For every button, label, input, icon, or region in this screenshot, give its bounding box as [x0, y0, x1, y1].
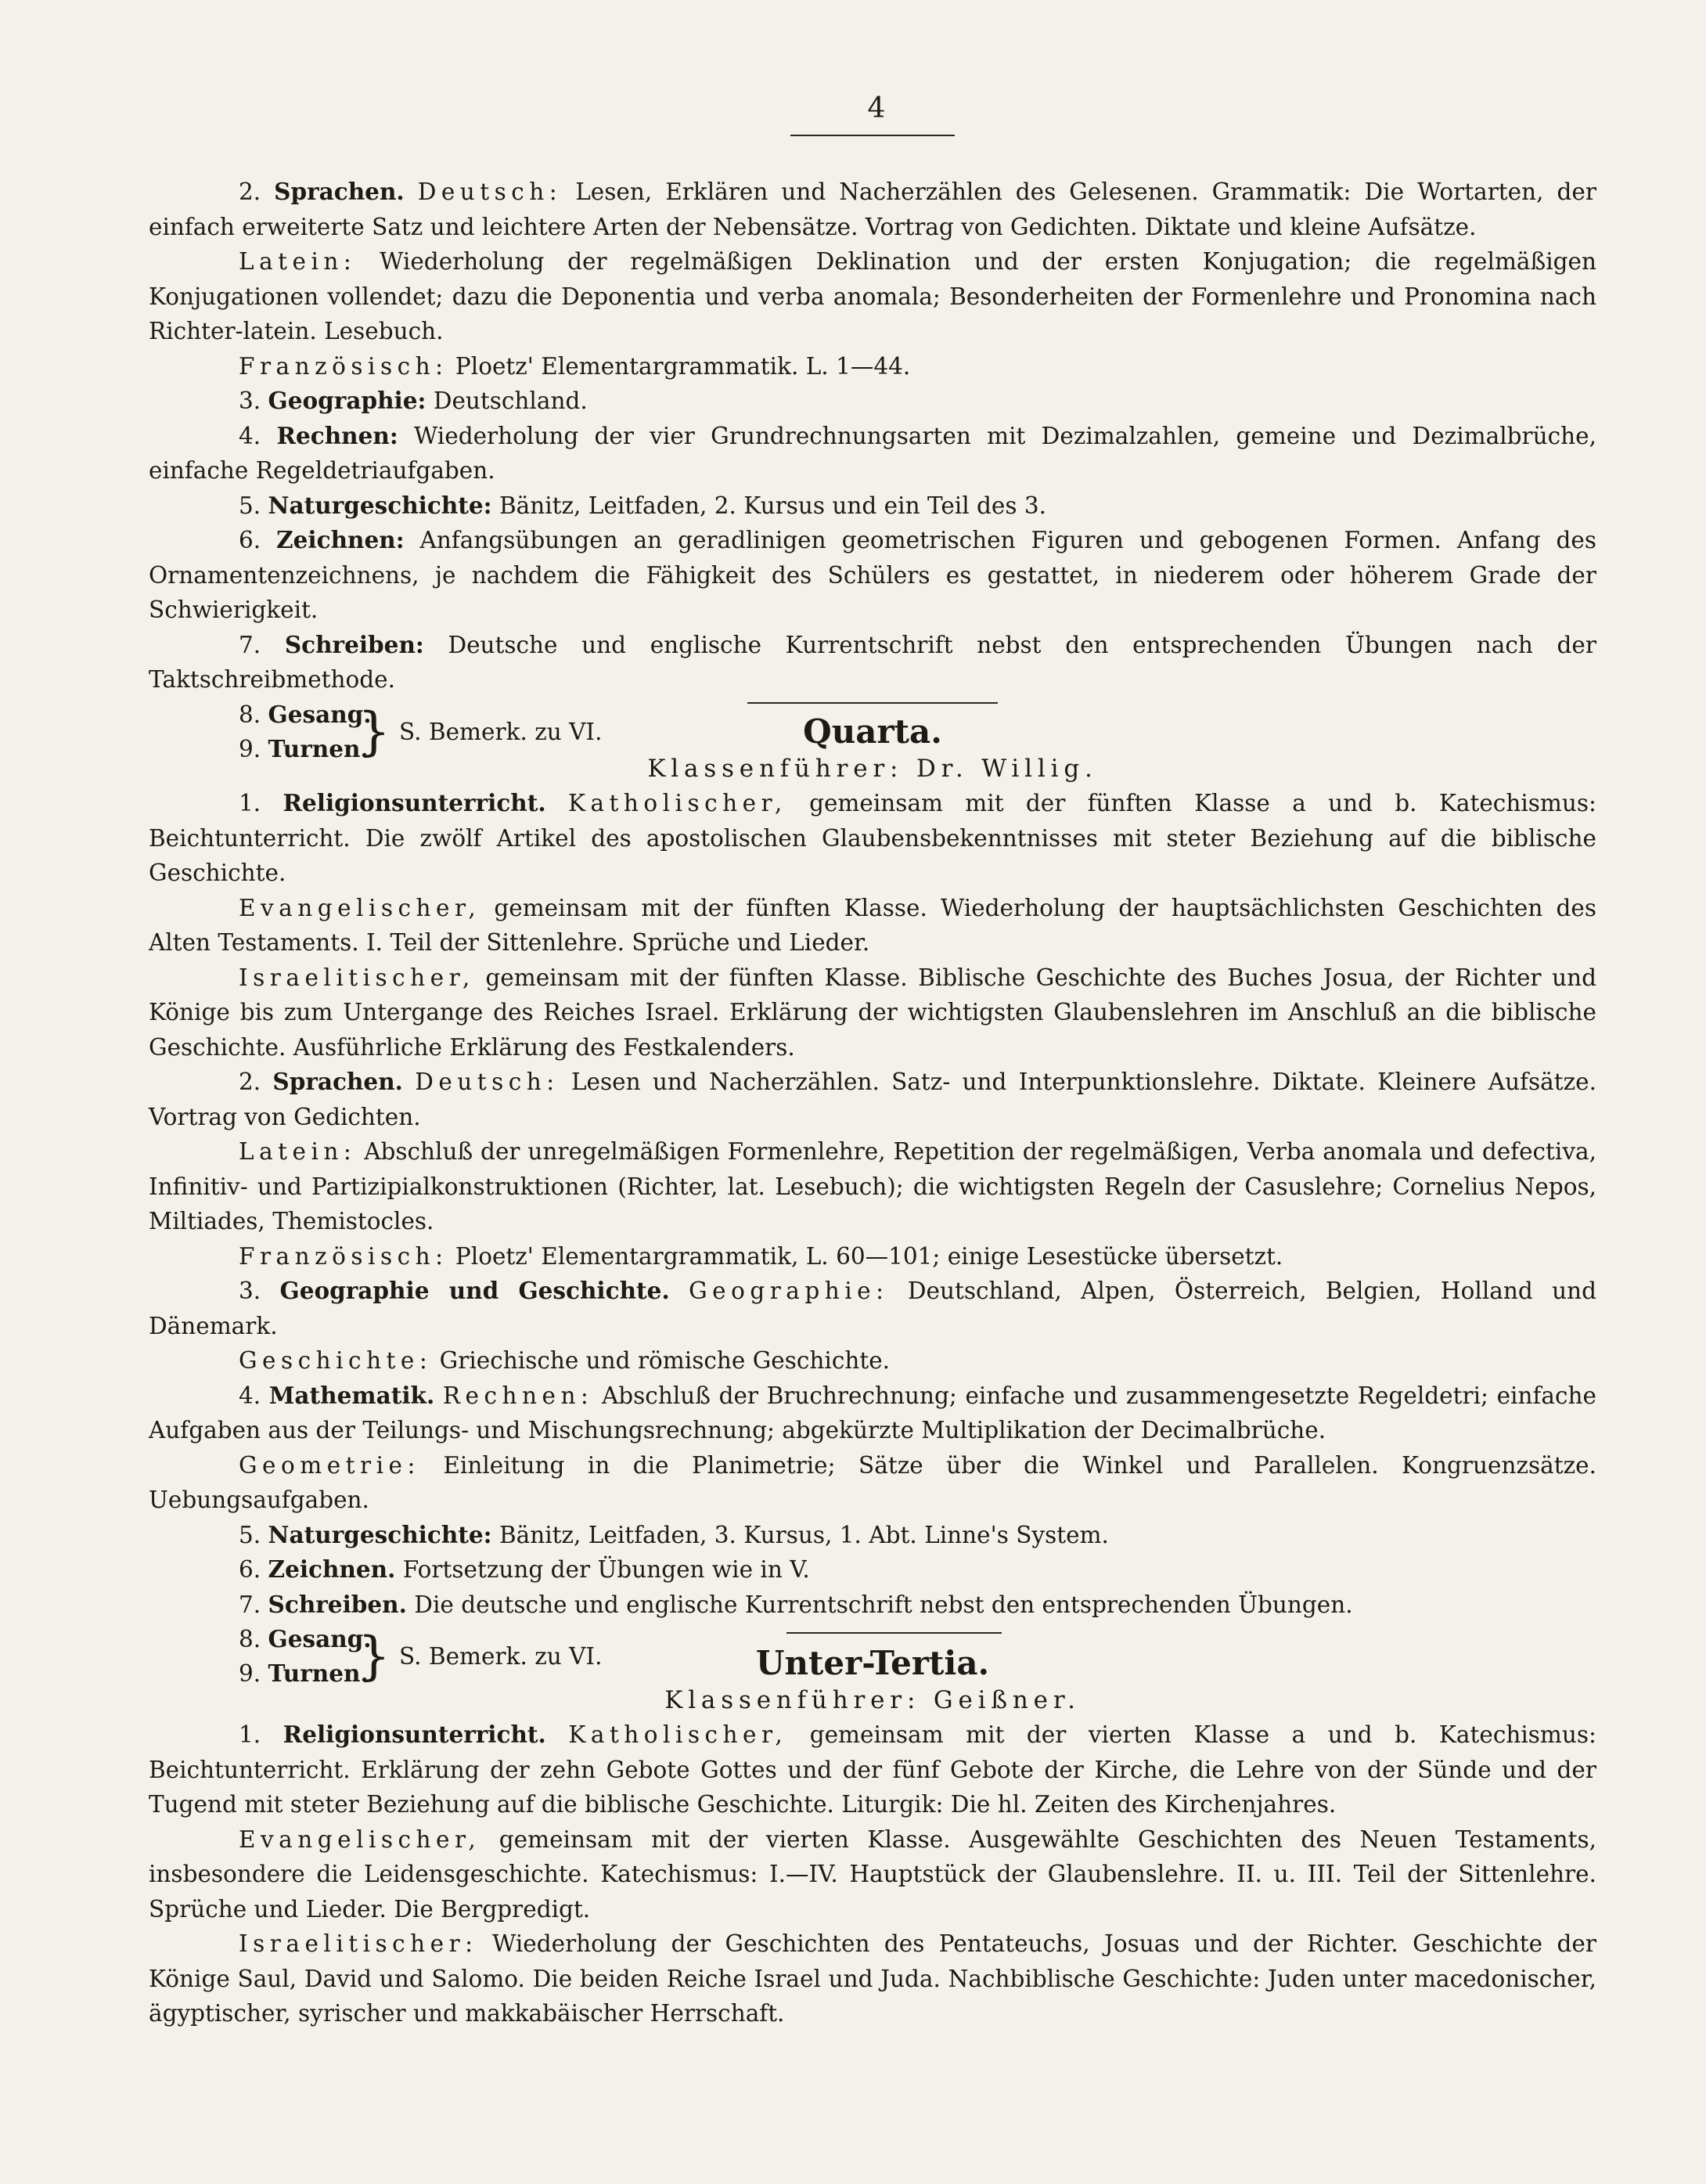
- sprachen-latein: [149, 244, 1596, 349]
- item-number: 3.: [239, 387, 261, 414]
- zeichnen-item: [149, 523, 1596, 628]
- religion-israelitisch: [149, 1926, 1596, 2031]
- schreiben-item: [149, 628, 1596, 697]
- sub-label: Israelitischer,: [239, 964, 475, 991]
- item-number: 2.: [239, 178, 261, 205]
- subject-label: Religionsunterricht.: [283, 1721, 546, 1748]
- subject-text: gemeinsam mit der fünften Klasse. Biblische Geschichte des Buches Josua, der Richter und Könige bis zum Untergange des Reiches Israel. Erklärung der wichtigsten Glaubenslehren im Anschluß an die biblische Geschichte. Ausführliche Erklärung des Festkalenders.: [149, 964, 1596, 1061]
- item-number: 1.: [239, 1721, 261, 1748]
- subject-text: Wiederholung der Geschichten des Pentateuchs, Josuas und der Richter. Geschichte der Könige Saul, David und Salomo. Die beiden Reiche Israel und Juda. Nachbiblische Geschichte: Juden unter macedonischer, ägyptischer, syrischer und makkabäischer Herrschaft.: [149, 1930, 1596, 2027]
- item-number: 3.: [239, 1278, 261, 1304]
- item-number: 4.: [239, 422, 261, 449]
- item-number: 2.: [239, 1069, 261, 1095]
- subject-text: Deutschland, Alpen, Österreich, Belgien, Holland und Dänemark.: [149, 1278, 1596, 1339]
- sub-label: Geschichte:: [239, 1347, 433, 1374]
- item-number: 7.: [239, 1591, 261, 1618]
- subject-text: gemeinsam mit der fünften Klasse. Wiederholung der hauptsächlichsten Geschichten des Alten Testaments. I. Teil der Sittenlehre. Sprüche und Lieder.: [149, 894, 1596, 956]
- subject-label: Schreiben:: [284, 630, 424, 658]
- bemerk-note: S. Bemerk. zu VI.: [399, 718, 603, 745]
- geographie-item: [149, 384, 1596, 419]
- subject-text: gemeinsam mit der vierten Klasse a und b. Katechismus: Beichtunterricht. Erklärung der zehn Gebote Gottes und der fünf Gebote der Kirche, die Lehre von der Sünde und der Tugend mit steter Beziehung auf die biblische Geschichte. Liturgik: Die hl. Zeiten des Kirchenjahres.: [149, 1721, 1596, 1818]
- subject-label: Zeichnen:: [276, 526, 405, 553]
- section-continuation: [149, 175, 1596, 767]
- religion-evangelisch: [149, 891, 1596, 960]
- subject-text: Deutschland.: [433, 387, 588, 414]
- religion-katholisch: [149, 1717, 1596, 1822]
- item-number: 1.: [239, 790, 261, 816]
- subject-text: Die deutsche und englische Kurrentschrift nebst den entsprechenden Übungen.: [414, 1591, 1353, 1618]
- class-leader: Klassenführer: Dr. Willig.: [647, 755, 1098, 783]
- subject-text: Wiederholung der regelmäßigen Deklination und der ersten Konjugation; die regelmäßigen Konjugationen vollendet; dazu die Deponentia und verba anomala; Besonderheiten der Formenlehre und Pronomina nach Richter-latein. Lesebuch.: [149, 248, 1596, 344]
- subject-text: Lesen und Nacherzählen. Satz- und Interpunktionslehre. Diktate. Kleinere Aufsätze. Vortrag von Gedichten.: [149, 1069, 1596, 1130]
- sprachen-franzoesisch: [149, 349, 1596, 384]
- subject-text: Einleitung in die Planimetrie; Sätze über die Winkel und Parallelen. Kongruenzsätze. Uebungsaufgaben.: [149, 1451, 1596, 1513]
- subject-label: Turnen.: [268, 1660, 369, 1687]
- item-number: 5.: [239, 492, 261, 519]
- sprachen-deutsch: [149, 175, 1596, 244]
- item-number: 6.: [239, 527, 261, 553]
- item-number: 9.: [239, 735, 261, 762]
- class-leader: Klassenführer: Geißner.: [664, 1686, 1081, 1714]
- sub-label: Israelitischer:: [239, 1930, 478, 1957]
- subject-label: Gesang.: [268, 700, 372, 728]
- item-number: 9.: [239, 1660, 261, 1687]
- sub-label: Geographie:: [689, 1278, 889, 1304]
- sub-label: Deutsch:: [417, 178, 563, 205]
- page-number-rule: [790, 135, 955, 136]
- schreiben-item: [149, 1588, 1596, 1623]
- sub-label: Evangelischer,: [239, 1825, 481, 1853]
- subject-label: Religionsunterricht.: [283, 789, 546, 816]
- sub-label: Katholischer,: [568, 1721, 788, 1748]
- bemerk-note: S. Bemerk. zu VI.: [399, 1643, 603, 1670]
- mathematik-rechnen: [149, 1379, 1596, 1448]
- sub-label: Latein:: [239, 248, 357, 275]
- subject-text: Wiederholung der vier Grundrechnungsarten mit Dezimalzahlen, gemeine und Dezimalbrüche, einfache Regeldetriaufgaben.: [149, 422, 1596, 484]
- geometrie-item: [149, 1448, 1596, 1518]
- subject-label: Gesang.: [268, 1625, 372, 1652]
- subject-text: Bänitz, Leitfaden, 3. Kursus, 1. Abt. Linne's System.: [498, 1521, 1109, 1548]
- geographie-geschichte: [149, 1274, 1596, 1343]
- subject-label: Mathematik.: [268, 1381, 435, 1409]
- subject-label: Naturgeschichte:: [268, 1520, 492, 1548]
- subject-label: Naturgeschichte:: [268, 491, 492, 519]
- subject-label: Geographie und Geschichte.: [279, 1277, 670, 1304]
- section-untertertia: [149, 1644, 1596, 2031]
- item-number: 8.: [239, 701, 261, 728]
- subject-text: Abschluß der unregelmäßigen Formenlehre, Repetition der regelmäßigen, Verba anomala und defectiva, Infinitiv- und Partizipialkonstruktionen (Richter, lat. Lesebuch); die wichtigsten Regeln der Casuslehre; Cornelius Nepos, Miltiades, Themistocles.: [149, 1138, 1596, 1234]
- sprachen-latein: [149, 1134, 1596, 1239]
- zeichnen-item: [149, 1552, 1596, 1588]
- religion-katholisch: [149, 786, 1596, 891]
- sub-label: Rechnen:: [442, 1382, 594, 1409]
- sprachen-deutsch: [149, 1065, 1596, 1134]
- subject-label: Zeichnen.: [268, 1555, 396, 1583]
- subject-text: Deutsche und englische Kurrentschrift nebst den entsprechenden Übungen nach der Taktschreibmethode.: [149, 631, 1596, 693]
- brace-glyph: }: [358, 701, 391, 762]
- subject-label: Rechnen:: [276, 421, 398, 449]
- sub-label: Evangelischer,: [239, 894, 481, 921]
- naturgeschichte-item: [149, 488, 1596, 524]
- subject-text: Ploetz' Elementargrammatik, L. 60—101; einige Lesestücke übersetzt.: [455, 1242, 1283, 1270]
- sub-label: Französisch:: [239, 1242, 448, 1270]
- section-quarta: [149, 712, 1596, 1692]
- sub-label: Latein:: [239, 1138, 357, 1165]
- subject-text: Griechische und römische Geschichte.: [439, 1347, 891, 1374]
- subject-text: gemeinsam mit der vierten Klasse. Ausgewählte Geschichten des Neuen Testaments, insbesondere die Leidensgeschichte. Katechismus: I.—IV. Hauptstück der Glaubenslehre. II. u. III. Teil der Sittenlehre. Sprüche und Lieder. Die Bergpredigt.: [149, 1825, 1596, 1923]
- subject-text: Fortsetzung der Übungen wie in V.: [402, 1556, 810, 1583]
- sub-label: Deutsch:: [415, 1069, 560, 1095]
- section-title: Quarta.: [803, 712, 942, 751]
- subject-label: Sprachen.: [272, 1068, 403, 1095]
- item-number: 6.: [239, 1556, 261, 1583]
- item-number: 4.: [239, 1382, 261, 1409]
- brace-glyph: }: [358, 1626, 391, 1686]
- section-divider: [786, 1632, 1002, 1634]
- item-number: 7.: [239, 631, 261, 658]
- subject-label: Sprachen.: [274, 178, 405, 205]
- subject-text: Abschluß der Bruchrechnung; einfache und zusammengesetzte Regeldetri; einfache Aufgaben aus der Teilungs- und Mischungsrechnung; abgekürzte Multiplikation der Decimalbrüche.: [149, 1382, 1596, 1443]
- item-number: 8.: [239, 1626, 261, 1652]
- page-number: 4: [867, 92, 886, 124]
- subject-text: gemeinsam mit der fünften Klasse a und b. Katechismus: Beichtunterricht. Die zwölf Artikel des apostolischen Glaubensbekenntnisses mit steter Beziehung auf die biblische Geschichte.: [149, 790, 1596, 886]
- geschichte-item: [149, 1343, 1596, 1379]
- subject-text: Bänitz, Leitfaden, 2. Kursus und ein Teil des 3.: [498, 492, 1047, 519]
- sprachen-franzoesisch: [149, 1239, 1596, 1274]
- section-divider: [747, 702, 998, 704]
- item-number: 5.: [239, 1521, 261, 1548]
- religion-israelitisch: [149, 960, 1596, 1065]
- sub-label: Geometrie:: [239, 1451, 420, 1479]
- rechnen-item: [149, 419, 1596, 488]
- religion-evangelisch: [149, 1822, 1596, 1927]
- section-title: Unter-Tertia.: [755, 1644, 990, 1682]
- subject-label: Turnen.: [268, 734, 369, 762]
- subject-label: Geographie:: [268, 387, 426, 414]
- subject-text: Lesen, Erklären und Nacherzählen des Gelesenen. Grammatik: Die Wortarten, der einfach erweiterte Satz und leichtere Arten der Nebensätze. Vortrag von Gedichten. Diktate und kleine Aufsätze.: [149, 178, 1596, 240]
- naturgeschichte-item: [149, 1518, 1596, 1553]
- subject-label: Schreiben.: [268, 1590, 407, 1618]
- subject-text: Anfangsübungen an geradlinigen geometrischen Figuren und gebogenen Formen. Anfang des Ornamentenzeichnens, je nachdem die Fähigkeit des Schülers es gestattet, in niederem oder höherem Grade der Schwierigkeit.: [149, 527, 1596, 623]
- sub-label: Katholischer,: [567, 790, 787, 816]
- sub-label: Französisch:: [239, 352, 448, 380]
- subject-text: Ploetz' Elementargrammatik. L. 1—44.: [455, 352, 911, 380]
